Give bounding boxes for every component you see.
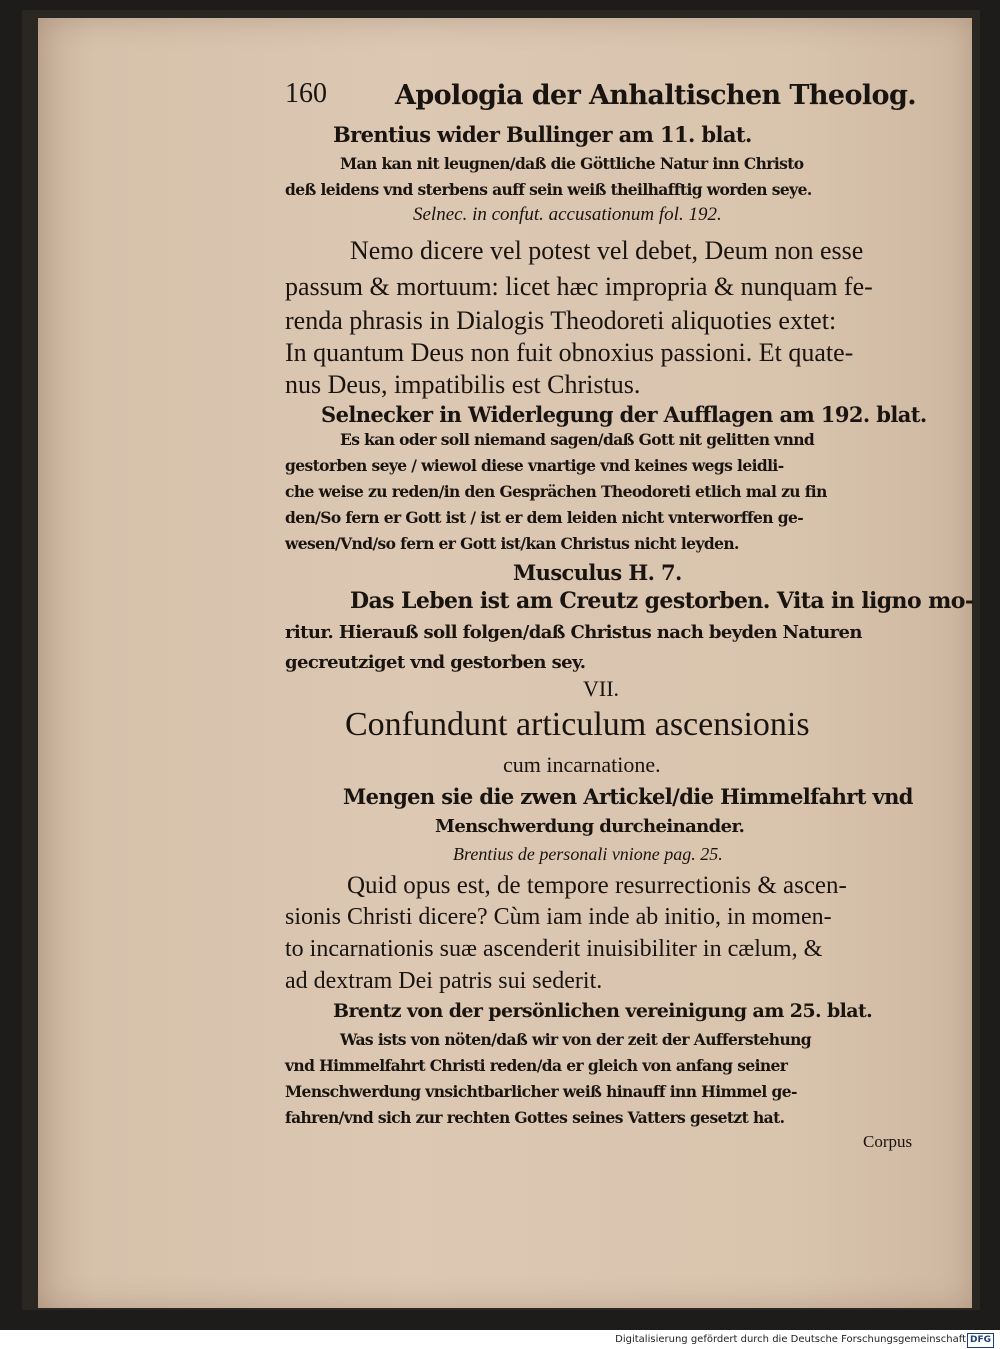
german-text-line: Es kan oder soll niemand sagen/daß Gott nit gelitten vnnd [340, 430, 815, 449]
german-text-line: wesen/Vnd/so fern er Gott ist/kan Christus nicht leyden. [285, 534, 739, 553]
digitization-credit: Digitalisierung gefördert durch die Deutsche Forschungsgemeinschaft [615, 1334, 966, 1345]
latin-text-line: ad dextram Dei patris sui sederit. [285, 968, 603, 994]
citation-line: Selnec. in confut. accusationum fol. 192. [413, 204, 722, 225]
source-heading: Selnecker in Widerlegung der Aufflagen am 192. blat. [321, 402, 927, 427]
german-text-line: Menschwerdung vnsichtbarlicher weiß hinauff inn Himmel ge- [285, 1082, 797, 1101]
german-text-line: gecreutziget vnd gestorben sey. [285, 652, 586, 673]
german-text-line: Was ists von nöten/daß wir von der zeit der Aufferstehung [340, 1030, 812, 1049]
latin-text-line: In quantum Deus non fuit obnoxius passioni. Et quate- [285, 338, 854, 367]
mixed-text-line: Das Leben ist am Creutz gestorben. Vita in ligno mo- [350, 588, 974, 614]
chapter-heading-german: Menschwerdung durcheinander. [435, 816, 745, 837]
latin-text-line: passum & mortuum: licet hæc impropria & nunquam fe- [285, 272, 873, 301]
german-text-line: den/So fern er Gott ist / ist er dem leiden nicht vnterworffen ge- [285, 508, 804, 527]
running-title: Apologia der Anhaltischen Theolog. [395, 80, 917, 111]
source-heading: Musculus H. 7. [513, 560, 682, 585]
chapter-title: Confundunt articulum ascensionis [345, 706, 810, 743]
latin-text-line: sionis Christi dicere? Cùm iam inde ab initio, in momen- [285, 904, 832, 930]
latin-text-line: Quid opus est, de tempore resurrectionis & ascen- [347, 872, 847, 899]
german-text-line: vnd Himmelfahrt Christi reden/da er gleich von anfang seiner [285, 1056, 788, 1075]
latin-text-line: renda phrasis in Dialogis Theodoreti aliquoties extet: [285, 306, 837, 335]
german-text-line: gestorben seye / wiewol diese vnartige vnd keines wegs leidli- [285, 456, 784, 475]
catchword: Corpus [863, 1132, 913, 1151]
chapter-heading-german: Mengen sie die zwen Artickel/die Himmelfahrt vnd [343, 784, 913, 809]
latin-text-line: to incarnationis suæ ascenderit inuisibiliter in cælum, & [285, 936, 823, 962]
citation-line: Brentius de personali vnione pag. 25. [453, 844, 723, 864]
dfg-logo: DFG [967, 1333, 994, 1348]
german-text-line: fahren/vnd sich zur rechten Gottes seines Vatters gesetzt hat. [285, 1108, 785, 1127]
german-text-line: ritur. Hierauß soll folgen/daß Christus nach beyden Naturen [285, 622, 862, 643]
latin-text-line: nus Deus, impatibilis est Christus. [285, 370, 641, 399]
latin-text-line: Nemo dicere vel potest vel debet, Deum non esse [350, 236, 864, 265]
chapter-numeral: VII. [583, 676, 620, 701]
german-text-line: che weise zu reden/in den Gesprächen Theodoreti etlich mal zu fin [285, 482, 827, 501]
german-text-line: Man kan nit leugnen/daß die Göttliche Natur inn Christo [340, 154, 804, 173]
german-text-line: deß leidens vnd sterbens auff sein weiß theilhafftig worden seye. [285, 180, 812, 199]
chapter-subtitle: cum incarnatione. [503, 752, 661, 777]
source-heading: Brentius wider Bullinger am 11. blat. [333, 122, 752, 147]
page-number: 160 [285, 78, 327, 109]
source-heading: Brentz von der persönlichen vereinigung am 25. blat. [333, 1000, 873, 1022]
